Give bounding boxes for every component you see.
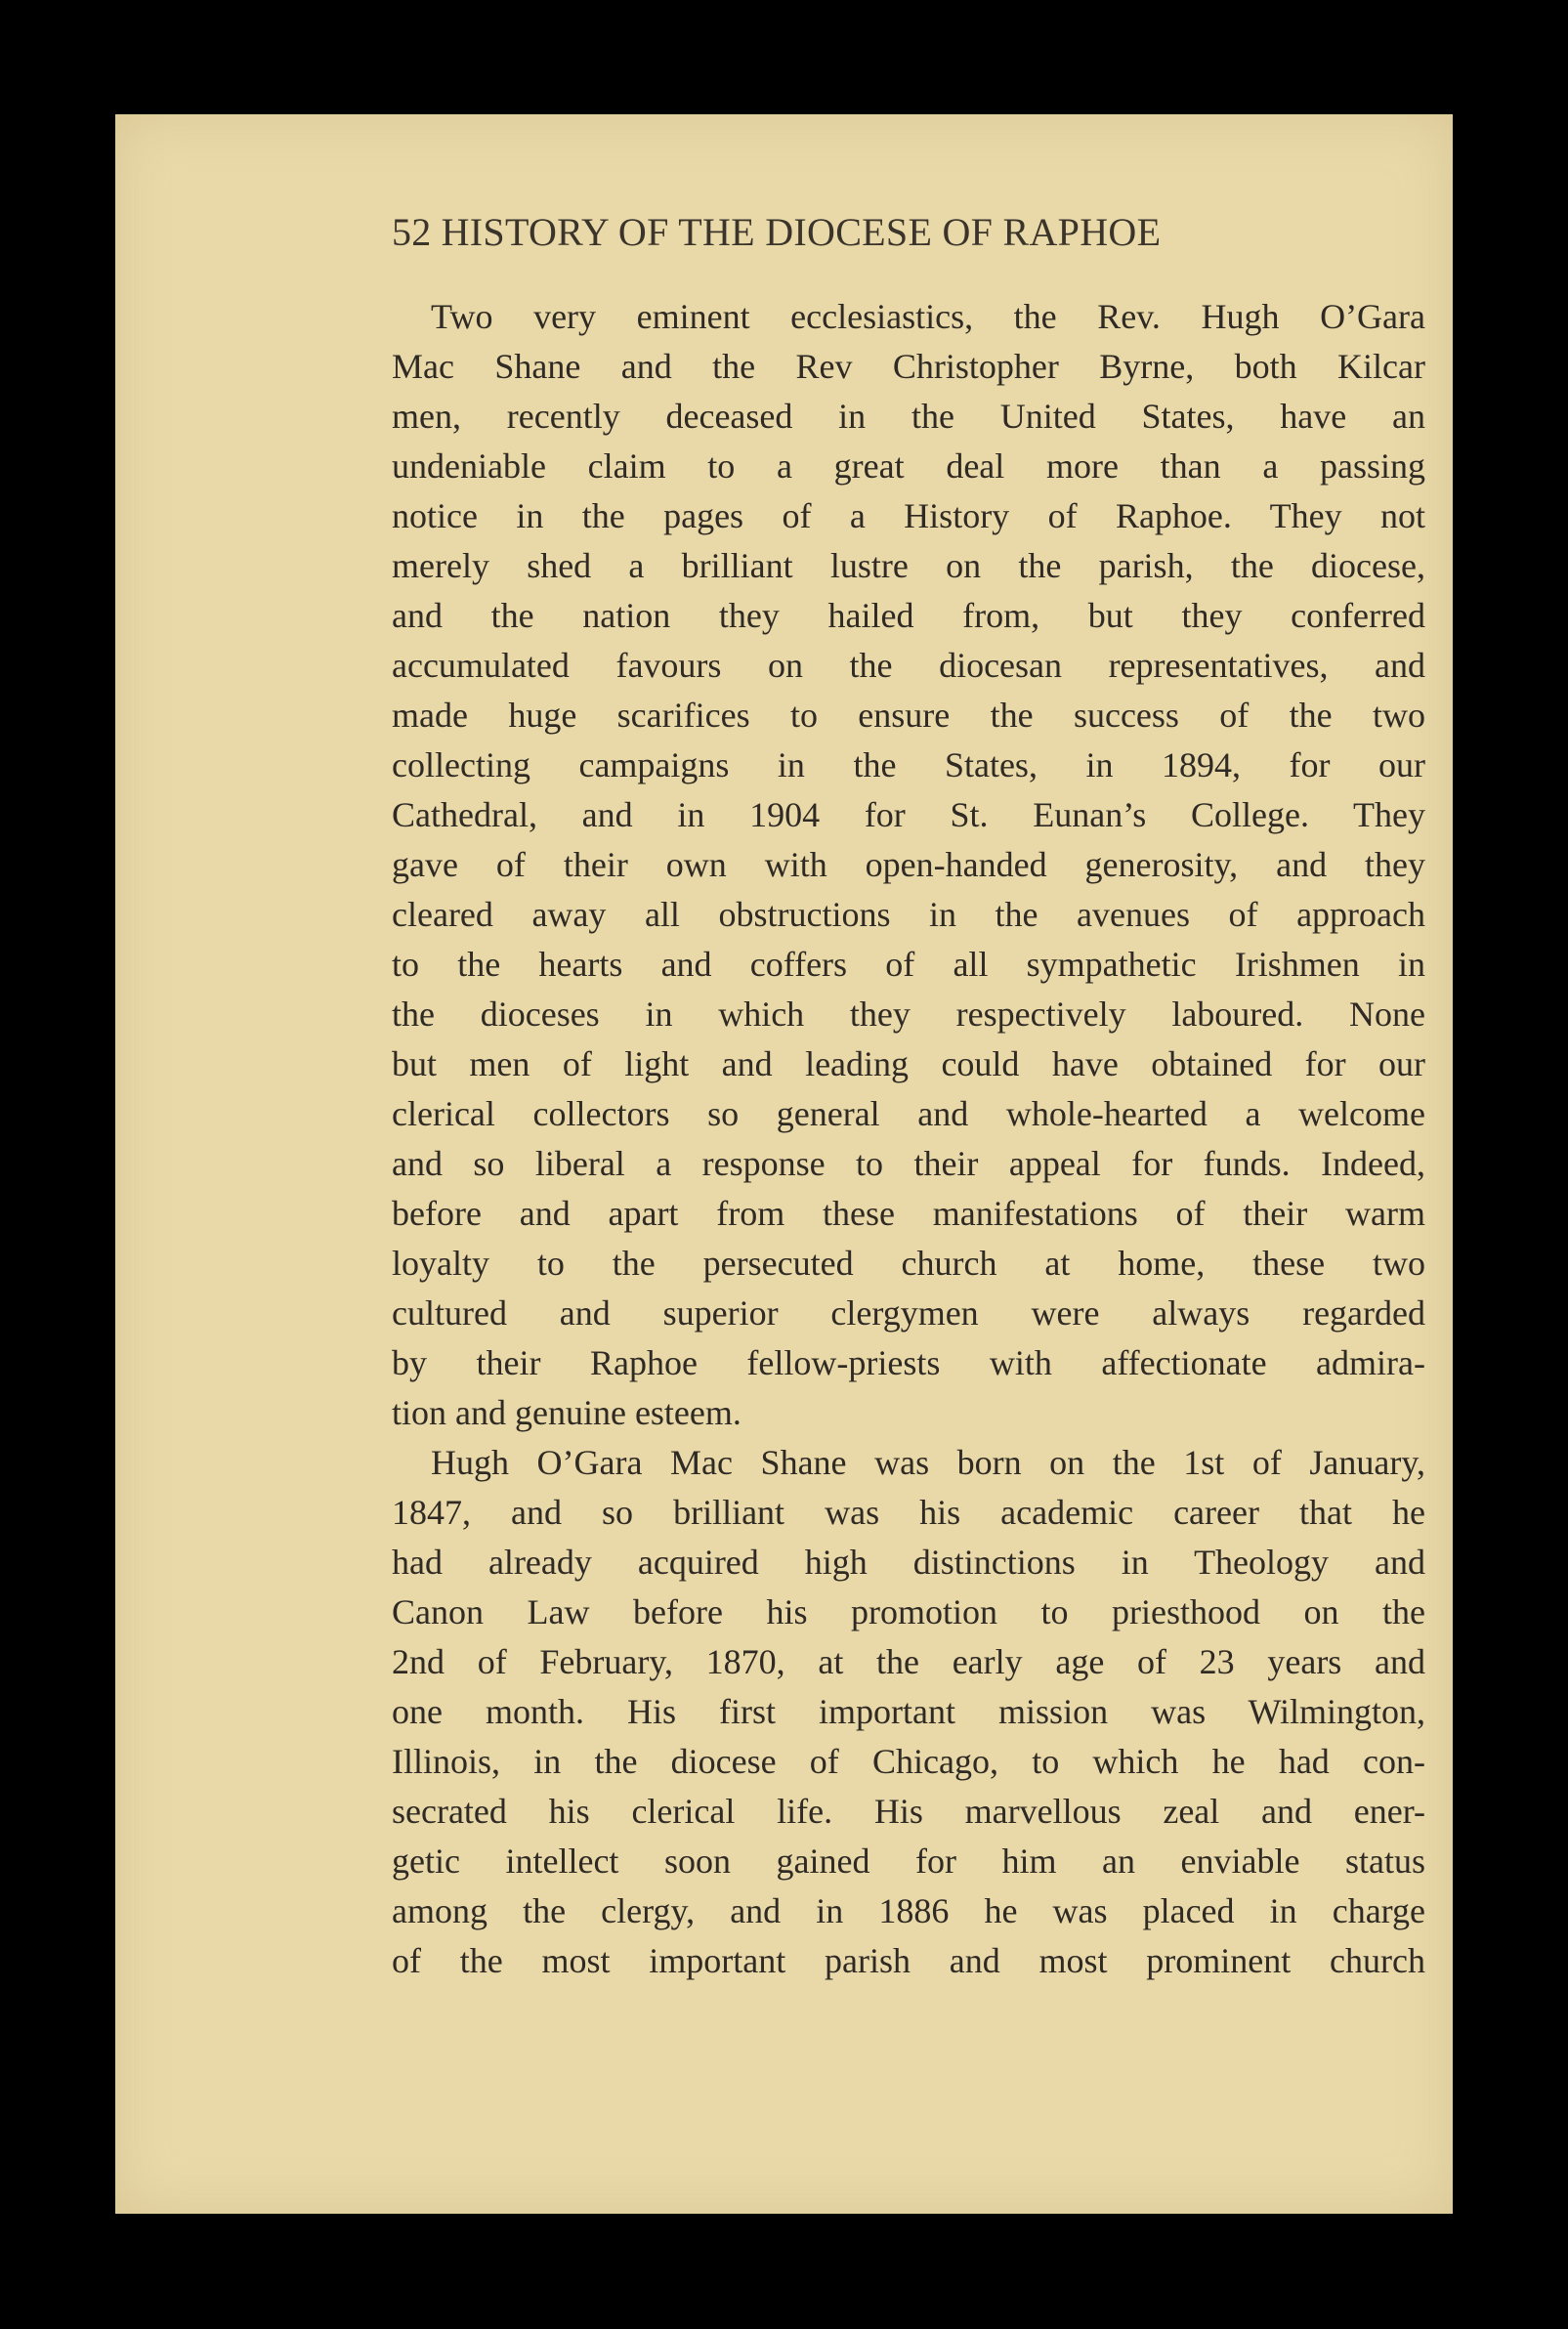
text-line: cleared away all obstructions in the avenues of approach [392, 895, 1425, 934]
text-line: secrated his clerical life. His marvellous zeal and ener- [392, 1792, 1425, 1831]
text-line: notice in the pages of a History of Raphoe. They not [392, 496, 1425, 535]
text-line: collecting campaigns in the States, in 1894, for our [392, 745, 1425, 784]
text-line: the dioceses in which they respectively laboured. None [392, 995, 1425, 1034]
text-line: one month. His first important mission was Wilmington, [392, 1692, 1425, 1731]
text-line: Two very eminent ecclesiastics, the Rev. Hugh O’Gara [431, 297, 1425, 336]
text-line: Mac Shane and the Rev Christopher Byrne, both Kilcar [392, 347, 1425, 386]
text-line: among the clergy, and in 1886 he was placed in charge [392, 1891, 1425, 1930]
text-line: and the nation they hailed from, but they conferred [392, 596, 1425, 635]
text-line: Illinois, in the diocese of Chicago, to which he had con- [392, 1742, 1425, 1781]
text-line: made huge scarifices to ensure the success of the two [392, 696, 1425, 735]
text-line: clerical collectors so general and whole-hearted a welcome [392, 1094, 1425, 1133]
text-line: of the most important parish and most prominent church [392, 1941, 1425, 1980]
text-line: cultured and superior clergymen were always regarded [392, 1293, 1425, 1333]
text-line: by their Raphoe fellow-priests with affectionate admira- [392, 1343, 1425, 1382]
text-line: before and apart from these manifestations of their warm [392, 1194, 1425, 1233]
text-line: loyalty to the persecuted church at home, these two [392, 1244, 1425, 1283]
text-line: undeniable claim to a great deal more than a passing [392, 446, 1425, 486]
text-line: gave of their own with open-handed generosity, and they [392, 845, 1425, 884]
text-line: accumulated favours on the diocesan representatives, and [392, 646, 1425, 685]
text-line: tion and genuine esteem. [392, 1393, 742, 1432]
text-line: 1847, and so brilliant was his academic career that he [392, 1493, 1425, 1532]
text-line: 2nd of February, 1870, at the early age of 23 years and [392, 1642, 1425, 1681]
text-line: getic intellect soon gained for him an enviable status [392, 1842, 1425, 1881]
text-line: to the hearts and coffers of all sympathetic Irishmen in [392, 945, 1425, 984]
text-line: men, recently deceased in the United States, have an [392, 397, 1425, 436]
text-line: Hugh O’Gara Mac Shane was born on the 1st of January, [431, 1443, 1425, 1482]
running-title: HISTORY OF THE DIOCESE OF RAPHOE [441, 210, 1162, 254]
text-line: Canon Law before his promotion to priesthood on the [392, 1592, 1425, 1631]
text-line: merely shed a brilliant lustre on the parish, the diocese, [392, 546, 1425, 585]
text-line: had already acquired high distinctions in Theology and [392, 1543, 1425, 1582]
body-text [392, 292, 1425, 1986]
text-line: Cathedral, and in 1904 for St. Eunan’s College. They [392, 795, 1425, 834]
running-header [392, 207, 1351, 258]
text-line: and so liberal a response to their appeal for funds. Indeed, [392, 1144, 1425, 1183]
text-line: but men of light and leading could have obtained for our [392, 1044, 1425, 1083]
page-number: 52 [392, 210, 432, 254]
